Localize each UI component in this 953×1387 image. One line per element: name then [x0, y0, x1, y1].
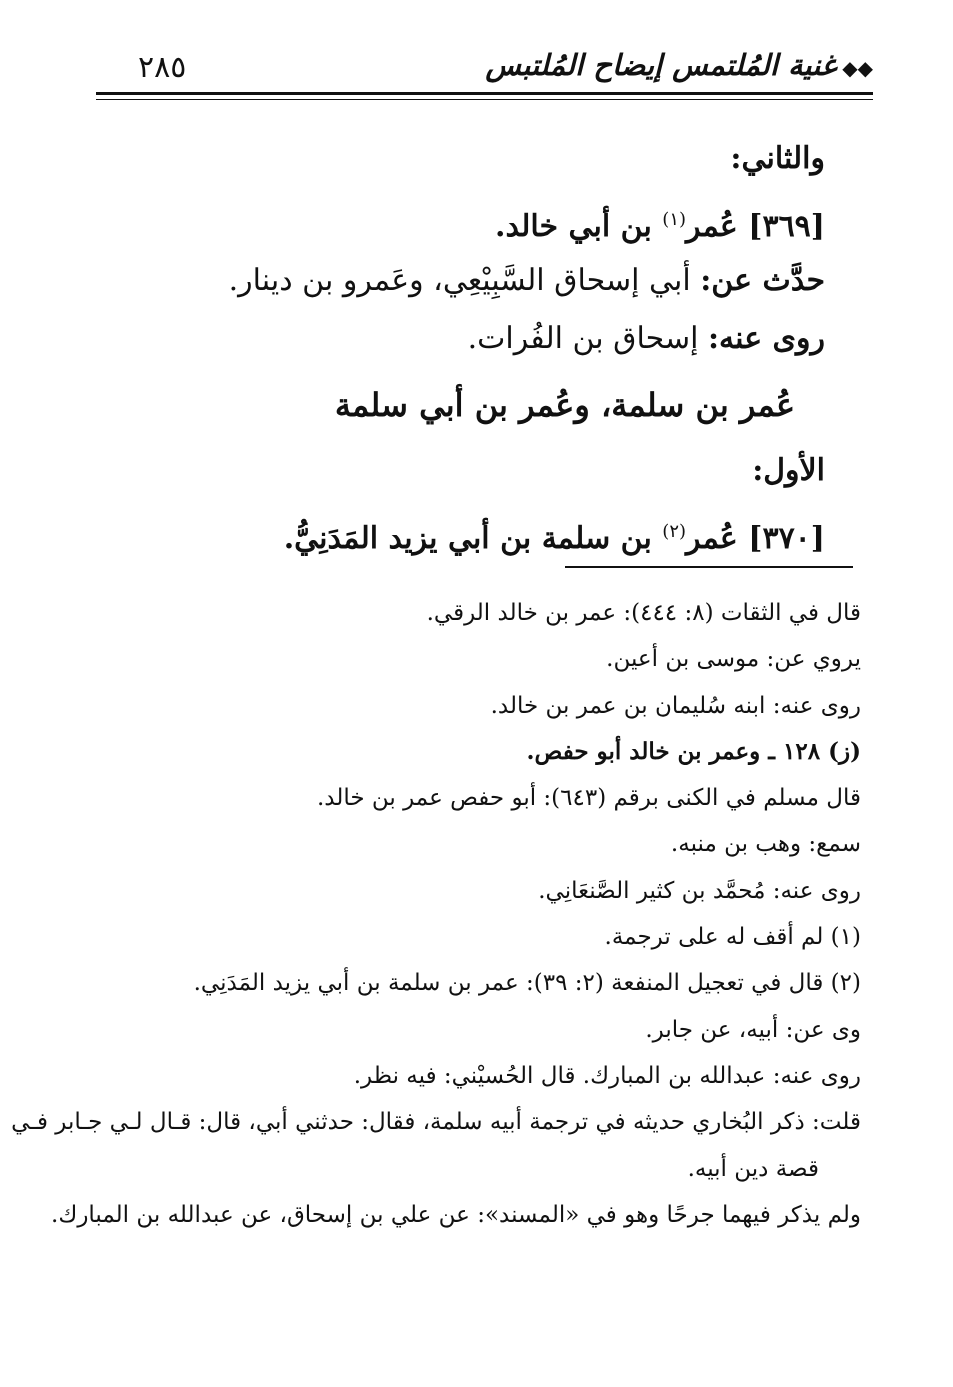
- entry-title-2-rest: بن سلمة بن أبي يزيد المَدَنِيُّ.: [283, 521, 663, 556]
- footnote-line: سمع: وهب بن منبه.: [670, 831, 861, 858]
- section-heading: عُمر بن سلمة، وعُمر بن أبي سلمة: [334, 386, 796, 424]
- footnote-line: روى عنه: ابنه سُليمان بن عمر بن خالد.: [490, 692, 861, 719]
- narrated-by-label: روى عنه:: [707, 321, 825, 356]
- entry-number-name-2: [٣٧٠] عُمر: [686, 521, 825, 556]
- footnote-line: (ز) ١٢٨ ـ وعمر بن خالد أبو حفص.: [526, 737, 861, 765]
- main-text: [185, 130, 825, 564]
- entry-title-rest: بن أبي خالد.: [495, 209, 663, 244]
- narrated-from-label: حدَّث عن:: [700, 263, 825, 298]
- page-number: ٢٨٥: [138, 50, 187, 85]
- narrated-from-text: أبي إسحاق السَّبِيْعِي، وعَمرو بن دينار.: [228, 263, 701, 298]
- footnote-line: (١) لم أقف له على ترجمة.: [604, 924, 861, 951]
- narrated-from-line: [185, 252, 825, 310]
- section-label-2: [185, 442, 825, 500]
- footnote-line: ولم يذكر فيهما جرحًا وهو في «المسند»: عن علي بن إسحاق، عن عبدالله بن المبارك.: [51, 1201, 861, 1228]
- footnote-line: وى عن: أبيه، عن جابر.: [645, 1016, 861, 1043]
- footnote-line: قال في الثقات (٨: ٤٤٤): عمر بن خالد الرقي.: [426, 600, 861, 626]
- page-header: [96, 40, 873, 92]
- footnote-line: قال مسلم في الكنى برقم (٦٤٣): أبو حفص عمر بن خالد.: [316, 785, 861, 812]
- running-title: [485, 48, 873, 82]
- section-label: [185, 130, 825, 188]
- header-rule-thin: [96, 99, 873, 100]
- footnote-line: قصة دين أبيه.: [687, 1155, 819, 1182]
- entry-title-2: [185, 500, 825, 564]
- entry-title: [185, 188, 825, 252]
- footnote-line: روى عنه: مُحمَّد بن كثير الصَّنعَانِي.: [538, 877, 861, 904]
- header-rule: [96, 92, 873, 95]
- narrated-by-text: إسحاق بن الفُرات.: [467, 321, 708, 356]
- section-label-text: والثاني:: [730, 141, 825, 176]
- narrated-by-line: [185, 310, 825, 368]
- ornament-icon: ◆◆: [842, 56, 873, 80]
- footnote-ref: (١): [662, 209, 687, 230]
- entry-number-name: [٣٦٩] عُمر: [686, 209, 825, 244]
- footnotes: [11, 590, 861, 1238]
- footnote-separator: [565, 566, 853, 568]
- footnote-line: (٢) قال في تعجيل المنفعة (٢: ٣٩): عمر بن سلمة بن أبي يزيد المَدَنِي.: [193, 970, 861, 997]
- running-title-text: غنية المُلتمس إيضاح المُلتبس: [485, 48, 837, 82]
- footnote-line: قلت: ذكر البُخاري حديثه في ترجمة أبيه سلمة، فقال: حدثني أبي، قال: قـال لـي جـابر فـي: [11, 1109, 861, 1136]
- footnote-line: يروي عن: موسى بن أعين.: [606, 646, 861, 673]
- footnote-ref-2: (٢): [662, 521, 687, 542]
- footnote-line: روى عنه: عبدالله بن المبارك. قال الحُسيْني: فيه نظر.: [353, 1062, 861, 1089]
- section-label-2-text: الأول:: [752, 453, 825, 488]
